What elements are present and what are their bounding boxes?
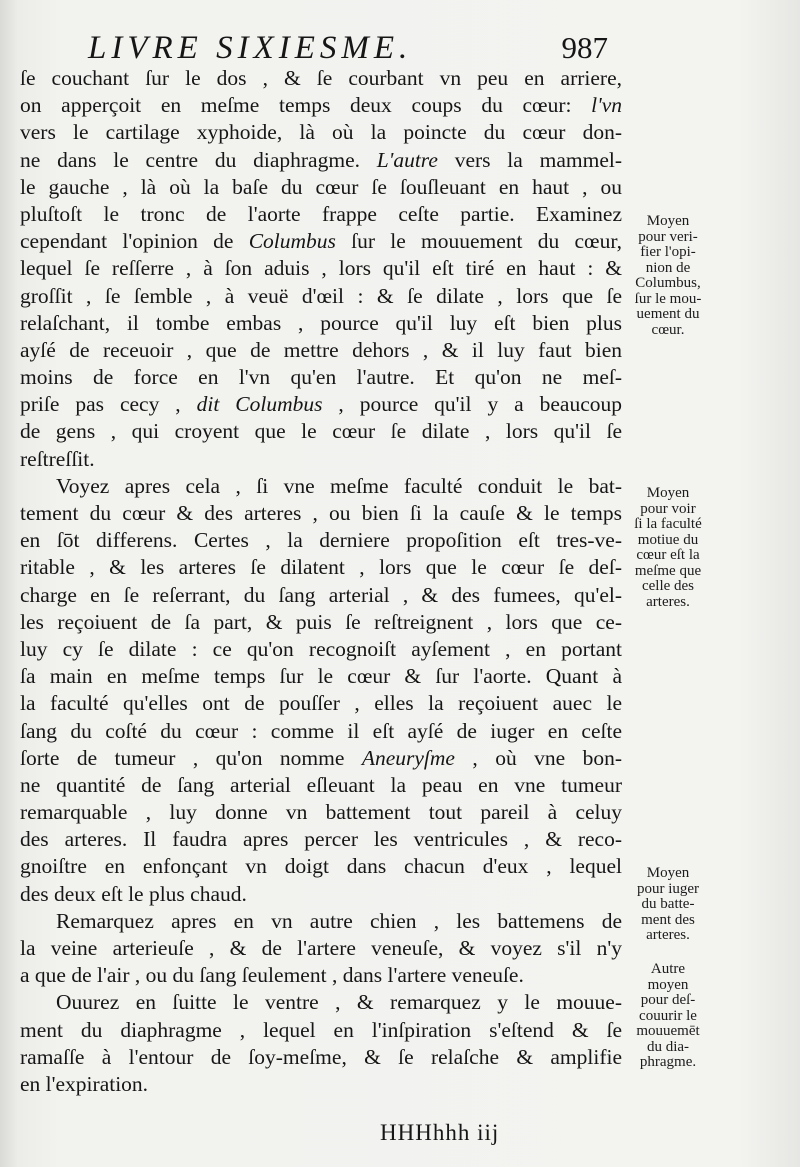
page-number: 987 <box>561 30 608 65</box>
text-segment: la veine arterieuſe , & de l'artere veneuſe, & voyez s'il n'y <box>20 936 622 960</box>
text-segment: ne quantité de ſang arterial eſleuant la peau en vne tumeur <box>20 772 622 797</box>
margin-note-line: mouuemēt <box>636 1023 700 1039</box>
margin-note-line: pour deſ- <box>640 992 696 1008</box>
text-segment: moins de force en l'vn qu'en l'autre. Et qu'on ne meſ- <box>20 365 622 390</box>
text-segment: , pource qu'il y a beaucoup <box>322 392 623 417</box>
margin-note-line: du dia- <box>646 1038 690 1055</box>
italic-term: Aneuryſme <box>361 745 455 770</box>
margin-note-line: arteres. <box>646 927 690 943</box>
text-line <box>20 201 622 228</box>
text-line <box>20 228 622 255</box>
italic-term: Columbus <box>248 229 336 254</box>
text-line <box>20 663 622 690</box>
body-text <box>20 65 622 1098</box>
margin-note-line: uement du <box>636 306 700 322</box>
text-line <box>20 255 622 282</box>
margin-note-line: pour voir <box>640 500 696 517</box>
text-line <box>20 935 622 962</box>
text-line <box>20 174 622 201</box>
text-segment: lequel ſe reſſerre , à ſon aduis , lors qu'il eſt tiré en haut : & <box>20 256 622 281</box>
paragraph-4 <box>20 989 622 1098</box>
text-line <box>20 92 622 119</box>
text-line <box>20 799 622 826</box>
text-segment: luy cy ſe dilate : ce qu'on recognoiſt ayſement , en portant <box>20 636 622 661</box>
text-line <box>20 65 622 92</box>
text-segment: groſſit , ſe ſemble , à veuë d'œil : & ſe dilate , lors que ſe <box>20 283 622 308</box>
margin-note-diaphragme <box>618 962 718 1071</box>
text-line <box>20 310 622 337</box>
italic-term: dit Columbus <box>196 392 323 417</box>
text-segment: charge en ſe reſerrant, du ſang arterial , & des fumees, qu'el- <box>20 582 622 607</box>
text-line <box>20 962 622 989</box>
running-title: LIVRE SIXIESME. <box>88 30 413 66</box>
margin-note-line: fier l'opi- <box>640 244 696 260</box>
margin-note-line: Moyen <box>646 485 690 501</box>
text-line <box>20 283 622 310</box>
text-segment: relaſchant, il tombe embas , pource qu'il luy eſt bien plus <box>20 310 622 335</box>
text-line <box>20 147 622 174</box>
margin-note-line: nion de <box>645 259 691 276</box>
text-segment: Ouurez en ſuitte le ventre , & remarquez y le mouue- <box>56 990 622 1015</box>
text-segment: de gens , qui croyent que le cœur ſe dilate , lors qu'il ſe <box>20 419 622 444</box>
margin-note-line: du batte- <box>641 896 695 912</box>
text-segment: ſang du coſté du cœur : comme il eſt ayſé de iuger en ceſte <box>20 718 622 743</box>
text-segment: priſe pas cecy , <box>20 392 197 417</box>
text-line <box>20 881 622 908</box>
text-segment: pluſtoſt le tronc de l'aorte frappe ceſte partie. Examinez <box>20 201 622 226</box>
text-line <box>20 473 622 500</box>
text-segment: ſe couchant ſur le dos , & ſe courbant vn peu en arriere, <box>20 66 622 90</box>
signature-mark: HHHhhh iij <box>380 1120 500 1145</box>
paragraph-2 <box>20 473 622 908</box>
text-line <box>20 364 622 391</box>
margin-note-faculte <box>618 486 718 610</box>
margin-note-line: pour veri- <box>638 228 698 245</box>
italic-term: l'vn <box>591 93 622 118</box>
text-segment: Remarquez apres en vn autre chien , les battemens de <box>56 908 622 933</box>
text-line <box>20 826 622 853</box>
text-line <box>20 908 622 935</box>
margin-note-line: celle des <box>641 578 695 594</box>
text-line <box>20 1071 622 1098</box>
text-segment: gnoiſtre en enfonçant vn doigt dans chacun d'eux , lequel <box>20 854 622 879</box>
text-line <box>20 1017 622 1044</box>
running-head <box>88 28 608 68</box>
paragraph-1 <box>20 65 622 473</box>
text-segment: vers le cartilage xyphoide, là où la poincte du cœur don- <box>20 120 622 145</box>
text-segment: a que de l'air , ou du ſang ſeulement , dans l'artere veneuſe. <box>20 963 524 988</box>
text-segment: vers la mammel- <box>437 147 622 172</box>
text-segment: les reçoiuent de ſa part, & puis ſe reſtreignent , lors que ce- <box>20 609 622 634</box>
text-segment: ritable , & les arteres ſe dilatent , lors que le cœur ſe deſ- <box>20 555 622 580</box>
text-line <box>20 745 622 772</box>
text-line <box>20 718 622 745</box>
text-line <box>20 609 622 636</box>
text-segment: la faculté qu'elles ont de pouſſer , elles la reçoiuent auec le <box>20 691 622 716</box>
text-segment: on apperçoit en meſme temps deux coups du cœur: <box>20 93 592 118</box>
margin-note-line: couurir le <box>639 1007 697 1024</box>
text-line <box>20 500 622 527</box>
text-line <box>20 772 622 799</box>
margin-note-line: ſur le mou- <box>634 290 702 307</box>
margin-note-line: moyen <box>647 976 689 993</box>
margin-note-line: cœur. <box>651 321 685 338</box>
text-segment: ayſé de receuoir , que de mettre dehors , & il luy faut bien <box>20 337 622 362</box>
text-line <box>20 554 622 581</box>
text-line <box>20 418 622 445</box>
text-line <box>20 119 622 146</box>
text-segment: des arteres. Il faudra apres percer les ventricules , & reco- <box>20 827 622 852</box>
margin-note-line: ment des <box>641 911 695 928</box>
text-line <box>20 690 622 717</box>
paragraph-3 <box>20 908 622 990</box>
margin-note-line: ſi la faculté <box>634 516 702 532</box>
text-segment: des deux eſt le plus chaud. <box>20 881 247 906</box>
margin-note-line: Columbus, <box>635 275 701 291</box>
margin-note-line: Autre <box>650 961 686 977</box>
text-line <box>20 337 622 364</box>
text-segment: tement du cœur & des arteres , ou bien ſi la cauſe & le temps <box>20 501 622 525</box>
text-segment: ment du diaphragme , lequel en l'inſpiration s'eſtend & ſe <box>20 1017 622 1042</box>
text-line <box>20 636 622 663</box>
margin-note-line: meſme que <box>634 562 702 579</box>
italic-term: L'autre <box>376 147 438 172</box>
text-segment: remarquable , luy donne vn battement tout pareil à celuy <box>20 800 622 825</box>
margin-note-line: pour iuger <box>636 880 700 897</box>
text-line <box>20 853 622 880</box>
margin-note-line: cœur eſt la <box>636 547 700 563</box>
text-segment: ſur le mouuement du cœur, <box>335 229 623 254</box>
margin-note-columbus <box>618 214 718 338</box>
text-line <box>20 989 622 1016</box>
margin-note-line: Moyen <box>646 213 690 229</box>
text-line <box>20 391 622 418</box>
text-segment: ſa main en meſme temps ſur le cœur & ſur l'aorte. Quant à <box>20 664 622 689</box>
text-line <box>20 582 622 609</box>
margin-note-line: motiue du <box>637 531 699 548</box>
text-segment: ne dans le centre du diaphragme. <box>20 147 377 172</box>
text-segment: ramaſſe à l'entour de ſoy-meſme, & ſe relaſche & amplifie <box>20 1044 622 1069</box>
margin-note-line: Moyen <box>646 865 690 881</box>
text-segment: , où vne bon- <box>454 745 622 770</box>
text-line <box>20 1044 622 1071</box>
text-segment: Voyez apres cela , ſi vne meſme faculté conduit le bat- <box>56 473 622 498</box>
margin-note-battement <box>618 866 718 944</box>
text-segment: en ſōt differens. Certes , la derniere propoſition eſt tres-ve- <box>20 528 622 553</box>
margin-note-line: arteres. <box>646 593 690 610</box>
text-line <box>20 527 622 554</box>
text-segment: reſtreſſit. <box>20 446 95 471</box>
text-segment: cependant l'opinion de <box>20 229 249 254</box>
text-segment: ſorte de tumeur , qu'on nomme <box>20 745 362 770</box>
text-segment: le gauche , là où la baſe du cœur ſe ſouſleuant en haut , ou <box>20 174 622 199</box>
text-segment: en l'expiration. <box>20 1071 149 1096</box>
margin-note-line: phragme. <box>639 1054 697 1070</box>
text-line <box>20 446 622 473</box>
